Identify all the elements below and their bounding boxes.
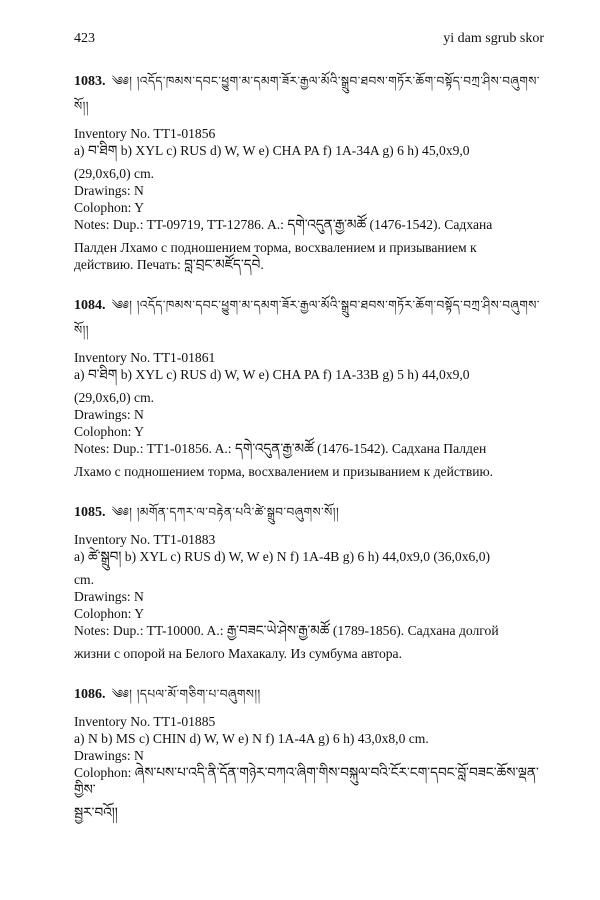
drawings-field: Drawings: N <box>74 589 144 604</box>
entry-number: 1085. <box>74 505 106 520</box>
entry-details-continued: (29,0x6,0) cm. <box>74 390 155 405</box>
entry-title <box>74 682 544 707</box>
entry-details: a) བ་ཐིག b) XYL c) RUS d) W, W e) CHA PA f) 1A-33B g) 5 h) 44,0x9,0 <box>74 367 470 382</box>
drawings-field: Drawings: N <box>74 183 144 198</box>
entry-title <box>74 500 544 525</box>
catalog-entry-1086 <box>74 682 544 821</box>
catalog-entry-1083 <box>74 69 544 273</box>
inventory-number: Inventory No. TT1-01861 <box>74 350 216 365</box>
running-title: yi dam sgrub skor <box>443 31 544 46</box>
entry-number: 1086. <box>74 687 106 702</box>
notes-line-1: Notes: Dup.: TT-10000. A.: རྒྱ་བཟང་ཡེ་ཤེས་རྒྱ་མཚོ (1789-1856). Садхана долгой <box>74 623 499 638</box>
catalog-entry-1085 <box>74 500 544 662</box>
page-number: 423 <box>74 31 95 46</box>
entry-details: a) N b) MS c) CHIN d) W, W e) N f) 1A-4A g) 6 h) 43,0x8,0 cm. <box>74 731 429 746</box>
entry-title <box>74 69 544 119</box>
entry-details-continued: (29,0x6,0) cm. <box>74 166 155 181</box>
entry-details: a) ཚེ་སྒྲུབ། b) XYL c) RUS d) W, W e) N f) 1A-4B g) 6 h) 44,0x9,0 (36,0x6,0) <box>74 549 491 564</box>
entry-details: a) བ་ཐིག b) XYL c) RUS d) W, W e) CHA PA f) 1A-34A g) 6 h) 45,0x9,0 <box>74 143 470 158</box>
colophon-field: Colophon: ཞེས་པས་པ་འདི་ནི་དོན་གཉེར་བཀའ་ཞིག་གིས་བསྐུལ་བའི་ངོར་ངག་དབང་བློ་བཟང་ཆོས་ལྡན་གྱིས་ <box>74 765 539 797</box>
entry-number: 1083. <box>74 74 106 89</box>
notes-line-3: действию. Печать: བླ་བྲང་མཛོད་དབེ. <box>74 257 264 272</box>
inventory-number: Inventory No. TT1-01883 <box>74 532 216 547</box>
inventory-number: Inventory No. TT1-01856 <box>74 126 216 141</box>
page-header <box>74 30 544 47</box>
notes-line-1: Notes: Dup.: TT1-01856. A.: དགེ་འདུན་རྒྱ་མཚོ (1476-1542). Садхана Палден <box>74 441 487 456</box>
colophon-field: Colophon: Y <box>74 606 145 621</box>
entry-title <box>74 293 544 343</box>
notes-line-1: Notes: Dup.: TT-09719, TT-12786. A.: དགེ་འདུན་རྒྱ་མཚོ (1476-1542). Садхана <box>74 217 493 232</box>
catalog-entry-1084 <box>74 293 544 480</box>
entry-title-tibetan: ༄༅། །འདོད་ཁམས་དབང་ཕྱུག་མ་དམག་ཟོར་རྒྱལ་མོའི་སྒྲུབ་ཐབས་གཏོར་ཆོག་བསྟོད་བཀྲ་ཤིས་བཞུགས་སོ།། <box>74 74 540 113</box>
entry-details-continued: cm. <box>74 572 95 587</box>
entry-title-tibetan: ༄༅། །དཔལ་མོ་གཅིག་པ་བཞུགས།། <box>111 687 261 701</box>
entry-title-tibetan: ༄༅། །མགོན་དཀར་ལ་བརྟེན་པའི་ཚེ་སྒྲུབ་བཞུགས་སོ།། <box>111 505 340 519</box>
colophon-field: Colophon: Y <box>74 200 145 215</box>
notes-line-2: жизни с опорой на Белого Махакалу. Из сумбума автора. <box>74 646 402 661</box>
entry-number: 1084. <box>74 298 106 313</box>
entry-title-tibetan: ༄༅། །འདོད་ཁམས་དབང་ཕྱུག་མ་དམག་ཟོར་རྒྱལ་མོའི་སྒྲུབ་ཐབས་གཏོར་ཆོག་བསྟོད་བཀྲ་ཤིས་བཞུགས་སོ།། <box>74 298 540 337</box>
colophon-continued: སྦྱར་བའོ།། <box>74 805 118 820</box>
inventory-number: Inventory No. TT1-01885 <box>74 714 216 729</box>
notes-line-2: Лхамо с подношением торма, восхвалением и призыванием к действию. <box>74 464 494 479</box>
colophon-field: Colophon: Y <box>74 424 145 439</box>
notes-line-2: Палден Лхамо с подношением торма, восхвалением и призыванием к <box>74 240 477 255</box>
drawings-field: Drawings: N <box>74 748 144 763</box>
drawings-field: Drawings: N <box>74 407 144 422</box>
